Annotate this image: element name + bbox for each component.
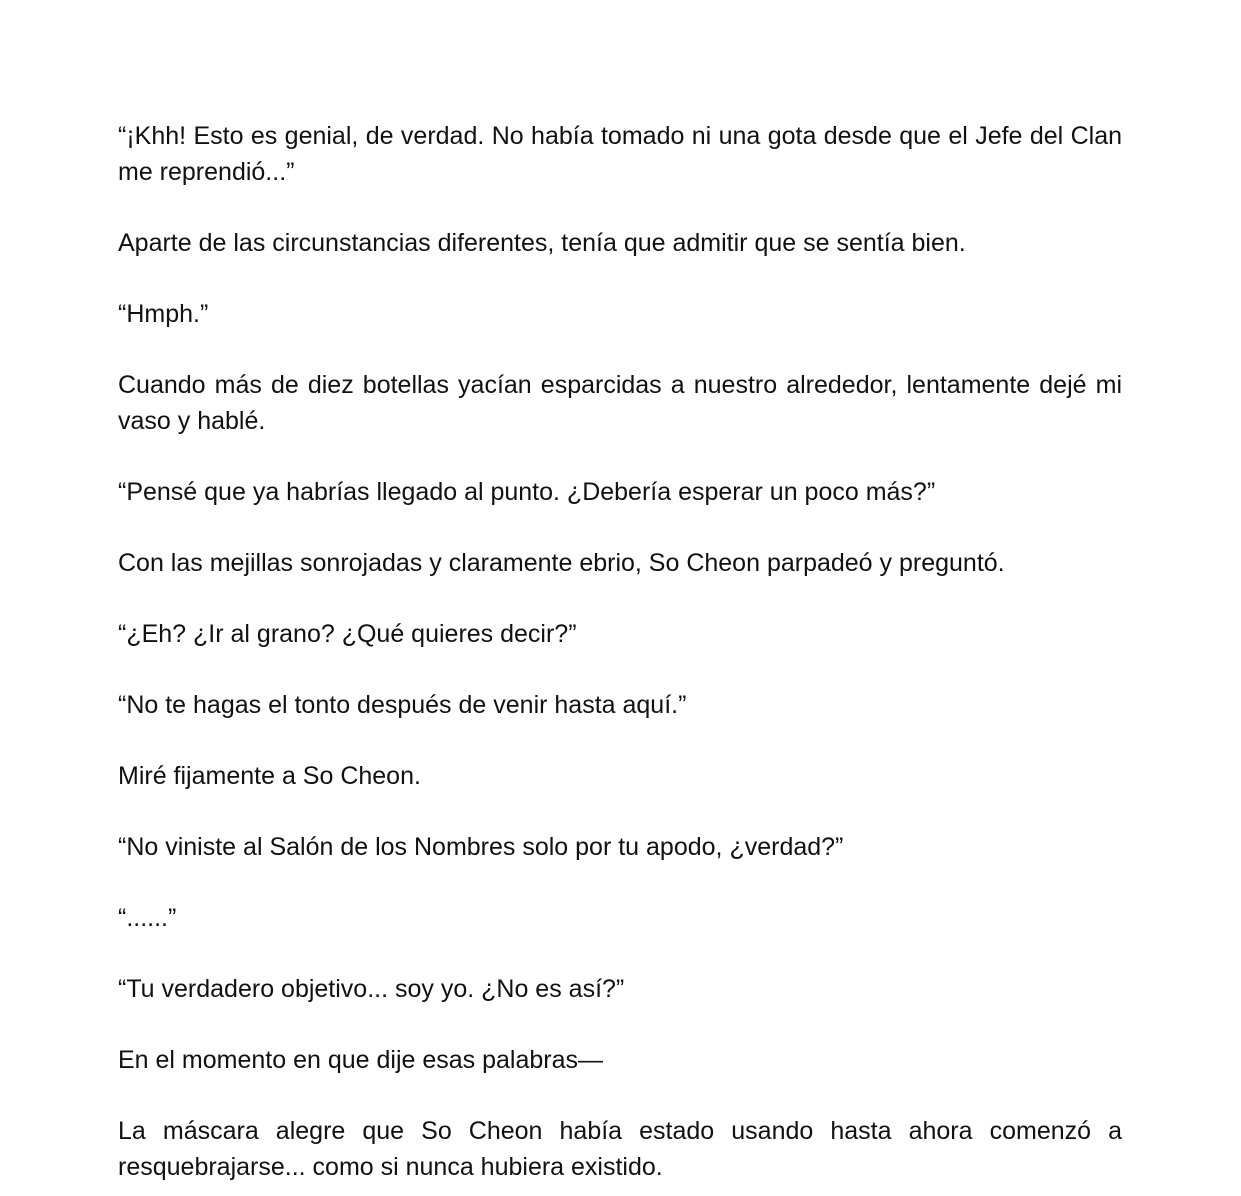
paragraph: Cuando más de diez botellas yacían esparcidas a nuestro alrededor, lentamente dejé mi vaso y hablé.	[118, 371, 1122, 435]
paragraph: La máscara alegre que So Cheon había estado usando hasta ahora comenzó a resquebrajarse... como si nunca hubiera existido.	[118, 1117, 1122, 1181]
paragraph: “Tu verdadero objetivo... soy yo. ¿No es así?”	[118, 975, 625, 1003]
document-page	[118, 118, 1122, 1185]
paragraph: Miré fijamente a So Cheon.	[118, 762, 421, 790]
paragraph: “¡Khh! Esto es genial, de verdad. No había tomado ni una gota desde que el Jefe del Clan me reprendió...”	[118, 122, 1122, 186]
paragraph: Con las mejillas sonrojadas y claramente ebrio, So Cheon parpadeó y preguntó.	[118, 549, 1005, 577]
paragraph: Aparte de las circunstancias diferentes, tenía que admitir que se sentía bien.	[118, 229, 966, 257]
paragraph: “¿Eh? ¿Ir al grano? ¿Qué quieres decir?”	[118, 620, 577, 648]
paragraph: “Hmph.”	[118, 300, 209, 328]
paragraph: “No te hagas el tonto después de venir hasta aquí.”	[118, 691, 687, 719]
paragraph: En el momento en que dije esas palabras—	[118, 1046, 604, 1074]
paragraph: “No viniste al Salón de los Nombres solo por tu apodo, ¿verdad?”	[118, 833, 844, 861]
paragraph: “......”	[118, 904, 177, 932]
paragraph: “Pensé que ya habrías llegado al punto. ¿Debería esperar un poco más?”	[118, 478, 936, 506]
